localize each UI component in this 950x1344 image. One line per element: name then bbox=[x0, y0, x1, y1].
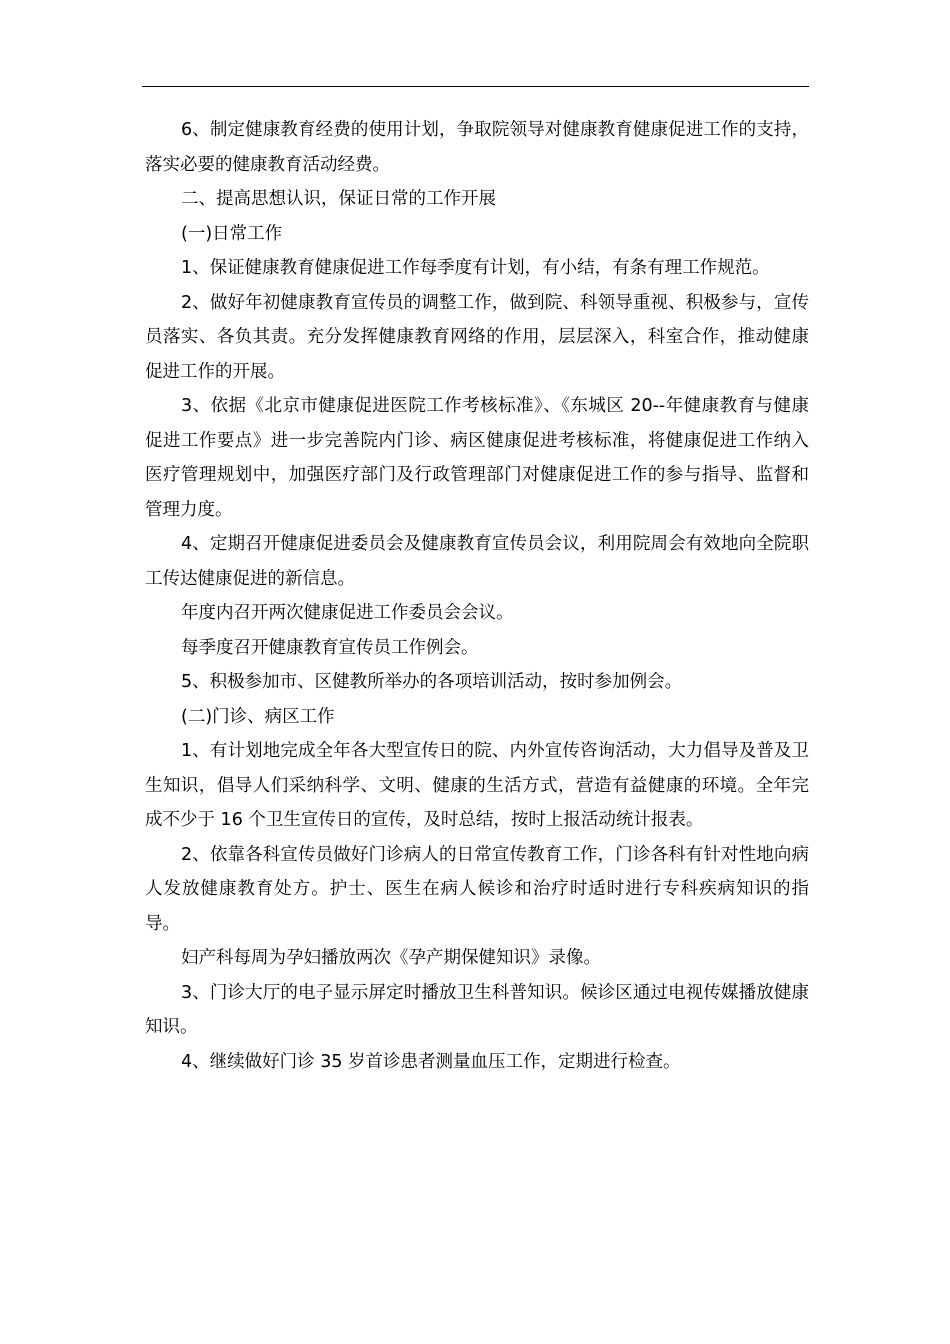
paragraph-outpatient-2: 2、依靠各科宣传员做好门诊病人的日常宣传教育工作，门诊各科有针对性地向病人发放健康教育处方。护士、医生在病人候诊和治疗时适时进行专科疾病知识的指导。 bbox=[145, 844, 809, 934]
section-heading-2: 二、提高思想认识，保证日常的工作开展 bbox=[181, 189, 496, 209]
subsection-heading-outpatient: (二)门诊、病区工作 bbox=[181, 706, 335, 727]
paragraph-daily-2: 2、做好年初健康教育宣传员的调整工作，做到院、科领导重视、积极参与，宣传员落实、各负其责。充分发挥健康教育网络的作用，层层深入，科室合作，推动健康促进工作的开展。 bbox=[145, 292, 809, 382]
paragraph-outpatient-3: 3、门诊大厅的电子显示屏定时播放卫生科普知识。候诊区通过电视传媒播放健康知识。 bbox=[145, 982, 809, 1037]
paragraph-daily-4: 4、定期召开健康促进委员会及健康教育宣传员会议，利用院周会有效地向全院职工传达健康促进的新信息。 bbox=[145, 534, 809, 589]
paragraph-daily-3: 3、依据《北京市健康促进医院工作考核标准》、《东城区 20--年健康教育与健康促进工作要点》进一步完善院内门诊、病区健康促进考核标准，将健康促进工作纳入医疗管理规划中，加强医疗部门及行政管理部门对健康促进工作的参与指导、监督和管理力度。 bbox=[145, 396, 809, 520]
paragraph-annual-meetings: 年度内召开两次健康促进工作委员会会议。 bbox=[181, 603, 514, 623]
paragraph-daily-5: 5、积极参加市、区健教所举办的各项培训活动，按时参加例会。 bbox=[181, 672, 683, 692]
paragraph-outpatient-4: 4、继续做好门诊 35 岁首诊患者测量血压工作，定期进行检查。 bbox=[181, 1051, 681, 1072]
document-body bbox=[145, 113, 809, 1079]
subsection-heading-daily-work: (一)日常工作 bbox=[181, 223, 283, 244]
paragraph-obstetrics: 妇产科每周为孕妇播放两次《孕产期保健知识》录像。 bbox=[181, 948, 601, 968]
paragraph-daily-1: 1、保证健康教育健康促进工作每季度有计划，有小结，有条有理工作规范。 bbox=[181, 258, 770, 278]
paragraph-quarterly-meetings: 每季度召开健康教育宣传员工作例会。 bbox=[181, 637, 479, 658]
paragraph-outpatient-1: 1、有计划地完成全年各大型宣传日的院、内外宣传咨询活动，大力倡导及普及卫生知识，倡导人们采纳科学、文明、健康的生活方式，营造有益健康的环境。全年完成不少于 16 个卫生宣传日的宣传，及时总结，按时上报活动统计报表。 bbox=[145, 741, 809, 830]
paragraph-funding-plan: 6、制定健康教育经费的使用计划，争取院领导对健康教育健康促进工作的支持，落实必要的健康教育活动经费。 bbox=[145, 120, 809, 175]
header-rule bbox=[142, 86, 809, 87]
